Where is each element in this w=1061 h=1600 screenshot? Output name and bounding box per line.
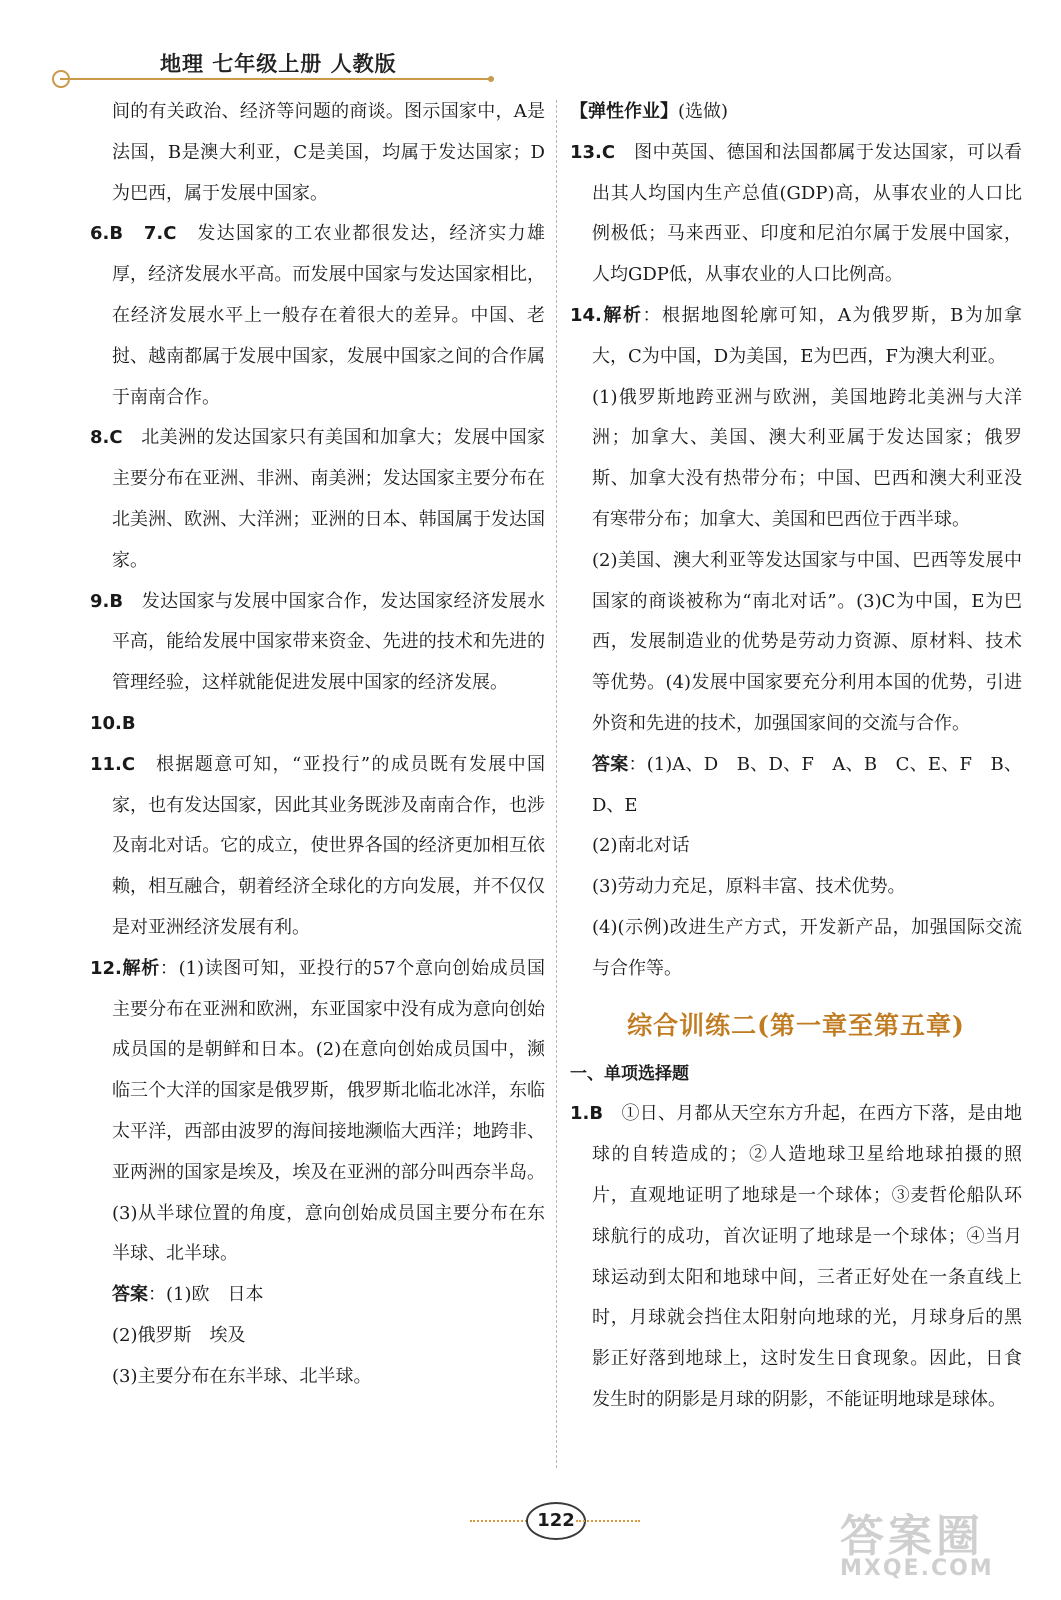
q8-number: 8.C [90,427,123,449]
q14-text: ：根据地图轮廓可知，A为俄罗斯，B为加拿大，C为中国，D为美国，E为巴西，F为澳大利亚。 [592,304,1022,367]
q14-answer-3: (3)劳动力充足，原料丰富、技术优势。 [592,876,906,898]
q14-answer-1 [570,745,1022,827]
q12-answer-1 [90,1275,545,1316]
question-11 [90,745,545,949]
page-dotted-line-left [470,1520,534,1522]
question-13 [570,133,1022,296]
q13-text: 图中英国、德国和法国都属于发达国家，可以看出其人均国内生产总值(GDP)高，从事农业的人口比例极低；马来西亚、印度和尼泊尔属于发展中国家，人均GDP低，从事农业的人口比例高。 [592,141,1022,286]
q9-text: 发达国家与发展中国家合作，发达国家经济发展水平高，能给发展中国家带来资金、先进的技术和先进的管理经验，这样就能促进发展中国家的经济发展。 [112,590,545,694]
q13-number: 13.C [570,141,616,163]
q14-analysis-2: (2)美国、澳大利亚等发达国家与中国、巴西等发展中国家的商谈被称为“南北对话”。(3)C为中国，E为巴西，发展制造业的优势是劳动力资源、原材料、技术等优势。(4)发展中国家要充分利用本国的优势，引进外资和先进的技术，加强国家间的交流与合作。 [592,549,1022,734]
q12-answer-1-text: ：(1)欧 日本 [148,1284,264,1306]
q14-answer-4: (4)(示例)改进生产方式，开发新产品，加强国际交流与合作等。 [592,916,1022,979]
q6-7-text: 发达国家的工农业都很发达，经济实力雄厚，经济发展水平高。而发展中国家与发达国家相比，在经济发展水平上一般存在着很大的差异。中国、老挝、越南都属于发展中国家，发展中国家之间的合作属于南南合作。 [112,223,546,408]
watermark-url: MXQE.COM [840,1556,994,1581]
header-dot-ornament [488,76,494,82]
q7-number: 7.C [143,223,177,245]
q14-answer-label: 答案 [592,753,629,775]
q11-text: 根据题意可知，“亚投行”的成员既有发展中国家，也有发达国家，因此其业务既涉及南南合作，也涉及南北对话。它的成立，使世界各国的经济更加相互依赖，相互融合，朝着经济全球化的方向发展，并不仅仅是对亚洲经济发展有利。 [112,753,545,938]
question-6-7 [90,214,545,418]
q6-number: 6.B [90,223,124,245]
question-9 [90,582,545,704]
page-number: 122 [526,1502,586,1540]
q14-number: 14.解析 [570,304,643,326]
header-rule [60,78,490,80]
q12-text: ：(1)读图可知，亚投行的57个意向创始成员国主要分布在亚洲和欧洲，东亚国家中没有成为意向创始成员国的是朝鲜和日本。(2)在意向创始成员国中，濒临三个大洋的国家是俄罗斯，俄罗斯北临北冰洋，东临太平洋，西部由波罗的海间接地濒临大西洋；地跨非、亚两洲的国家是埃及，埃及在亚洲的部分叫西奈半岛。(3)从半球位置的角度，意向创始成员国主要分布在东半球、北半球。 [112,957,546,1265]
question-1 [570,1094,1022,1420]
question-12 [90,949,545,1275]
q12-answer-label: 答案 [112,1284,148,1306]
watermark-logo [840,1500,1040,1590]
elastic-homework-note: (选做) [678,101,729,122]
q14-analysis-1: (1)俄罗斯地跨亚洲与欧洲，美国地跨北美洲与大洋洲；加拿大、美国、澳大利亚属于发达国家；俄罗斯、加拿大没有热带分布；中国、巴西和澳大利亚没有寒带分布；加拿大、美国和巴西位于西半球。 [592,386,1022,530]
sub-heading-single-choice: 一、单项选择题 [570,1063,689,1084]
section-title: 综合训练二(第一章至第五章) [627,1010,965,1040]
q9-number: 9.B [90,590,124,612]
left-column [90,92,545,1398]
q1-text: ①日、月都从天空东方升起，在西方下落，是由地球的自转造成的；②人造地球卫星给地球拍摄的照片，直观地证明了地球是一个球体；③麦哲伦船队环球航行的成功，首次证明了地球是一个球体；④当月球运动到太阳和地球中间，三者正好处在一条直线上时，月球就会挡住太阳射向地球的光，月球身后的黑影正好落到地球上，这时发生日食现象。因此，日食发生时的阴影是月球的阴影，不能证明地球是球体。 [592,1103,1022,1410]
q1-number: 1.B [570,1103,604,1125]
watermark-logo-text: 答案圈 [840,1511,984,1562]
header-title: 地理 七年级上册 人教版 [160,52,397,76]
column-divider [556,100,557,1468]
elastic-homework-heading [570,92,1022,133]
q12-answer-2: (2)俄罗斯 埃及 [112,1324,246,1346]
page-dotted-line-right [576,1520,640,1522]
right-column [570,92,1022,1421]
question-14 [570,296,1022,378]
question-8 [90,418,545,581]
q11-number: 11.C [90,753,136,775]
q14-answer-2: (2)南北对话 [592,835,690,857]
q10-number: 10.B [90,712,136,734]
question-10 [90,704,545,745]
q8-text: 北美洲的发达国家只有美国和加拿大；发展中国家主要分布在亚洲、非洲、南美洲；发达国家主要分布在北美洲、欧洲、大洋洲；亚洲的日本、韩国属于发达国家。 [112,427,545,571]
elastic-homework-label: 【弹性作业】 [570,101,678,122]
q12-answer-3: (3)主要分布在东半球、北半球。 [112,1365,372,1387]
page-number-footer [470,1500,640,1540]
q12-number: 12.解析 [90,957,160,979]
q14-answer-1-text: ：(1)A、D B、D、F A、B C、E、F B、D、E [592,753,1023,816]
intro-paragraph: 间的有关政治、经济等问题的商谈。图示国家中，A是法国，B是澳大利亚，C是美国，均属于发达国家；D为巴西，属于发展中国家。 [112,101,545,204]
